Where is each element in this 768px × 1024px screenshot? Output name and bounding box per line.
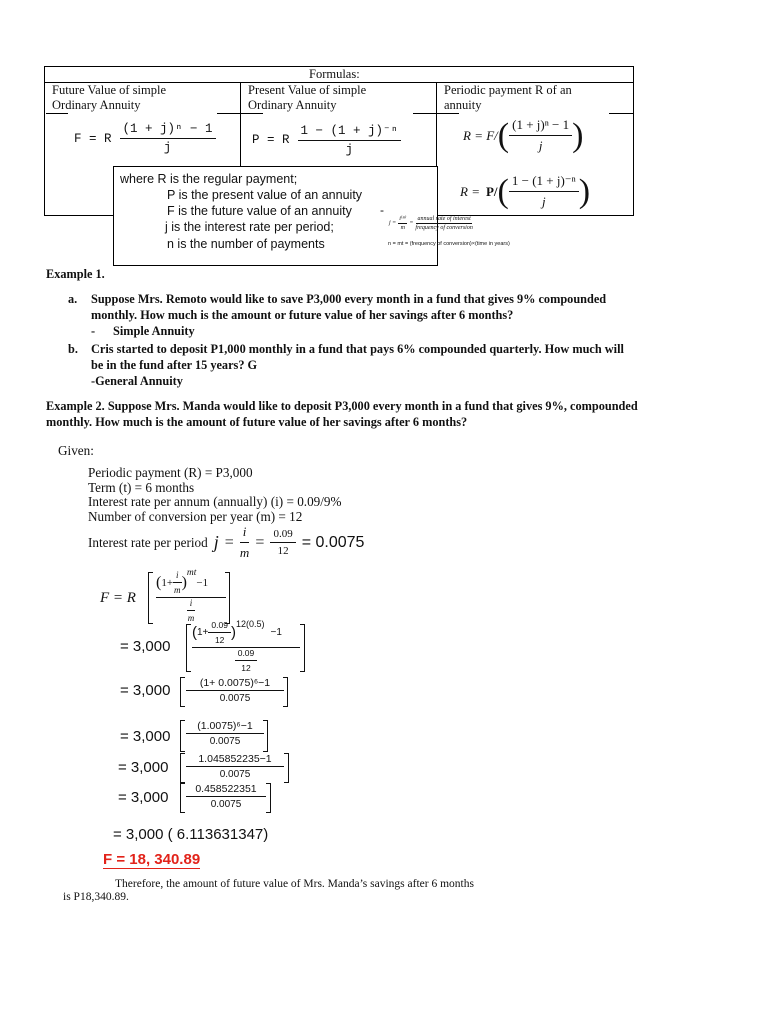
example1-a-type: Simple Annuity [113,324,195,338]
step7-result: = 3,000 ( 6.113631347) [113,826,269,843]
given-periodic-payment: Periodic payment (R) = P3,000 [88,465,253,480]
given-label: Given: [58,443,94,458]
given-interest-rate: Interest rate per annum (annually) (i) = 0.09/9% [88,494,342,509]
pv-header: Present Value of simple Ordinary Annuity [248,83,367,112]
pv-formula: P = R $\frac{\text{1 − (1 + j)⁻ⁿ}}{j}$ [252,122,401,157]
step5-fraction: 1.045852235−1 0.0075 [186,753,284,780]
example1-b-text: Cris started to deposit P1,000 monthly in a fund that pays 6% compounded quarterly. How much will be in the fund after 15 years? G [91,342,624,372]
step4-fraction: (1.0075)⁶−1 0.0075 [186,720,264,747]
r-from-f-formula: R = F/ ( $\frac{\text{(1 + j)ⁿ − 1}}{j}$ ) [463,116,584,154]
step1-fraction: ( 1+ $\frac{i}{m}$ ) mt −1 $\frac{i}{m}$ [156,570,226,623]
example1-a-text: Suppose Mrs. Remoto would like to save P3,000 every month in a fund that gives 9% compounded monthly. How much is the amount or future value of her savings after 6 months? [91,292,607,322]
step3-fraction: (1+ 0.0075)⁶−1 0.0075 [186,677,284,704]
where-line-f: F is the future value of an annuity [167,204,352,218]
payment-header: Periodic payment R of an annuity [444,83,572,112]
fv-formula: F = R $\frac{\text{(1 + j)ⁿ − 1}}{j}$ [74,122,216,155]
example1-b-label: b. [68,342,78,356]
step1-lhs: F = R [100,590,136,606]
step6-lhs: = 3,000 [118,789,169,806]
example1-b-type: -General Annuity [91,374,183,388]
step6-fraction: 0.458522351 0.0075 [186,783,266,810]
conclusion-line1: Therefore, the amount of future value of Mrs. Manda’s savings after 6 months [115,878,474,890]
example1-a-label: a. [68,292,78,306]
step3-lhs: = 3,000 [120,682,171,699]
r-from-p-formula: R = P/ ( $\frac{\text{1 − (1 + j)⁻ⁿ}}{j}$ ) [460,172,591,210]
where-line-r: where R is the regular payment; [120,172,298,186]
given-list [88,466,342,524]
conclusion-line2: is P18,340.89. [63,891,129,903]
dash-mark: - [380,203,384,217]
n-definition-note: n = mt = (frequency of conversion)×(time in years) [388,241,510,247]
final-answer: F = 18, 340.89 [103,851,201,868]
given-term: Term (t) = 6 months [88,479,195,495]
where-line-j: j is the interest rate per period; [165,220,334,234]
example1-title: Example 1. [46,267,105,281]
rate-per-period: Interest rate per period j = $\frac{i}{m}$ = $\frac{0.09}{12}$ = 0.0075 [88,524,365,560]
fv-header: Future Value of simple Ordinary Annuity [52,83,166,112]
table-title: Formulas: [309,67,360,81]
step2-lhs: = 3,000 [120,638,171,655]
step5-lhs: = 3,000 [118,759,169,776]
step4-lhs: = 3,000 [120,728,171,745]
example2-text: Example 2. Suppose Mrs. Manda would like to deposit P3,000 every month in a fund that gives 9%, compounded monthly. How much is the amount of future value of her savings after 6 months? [46,399,638,429]
given-conversions: Number of conversion per year (m) = 12 [88,508,303,524]
where-line-p: P is the present value of an annuity [167,188,363,202]
j-definition-note: j = $\frac{\text{i⁽ᵐ⁾}}{m}$ = $\frac{\text{annual rate of interest}}{\text{frequency of conversion}}$ [389,215,473,231]
where-line-n: n is the number of payments [167,237,325,251]
example1-a-dash: - [91,324,96,338]
step2-fraction: ( 1+ $\frac{0.09}{12}$ ) 12(0.5) −1 $\frac{0.09}{12}$ [192,620,300,673]
